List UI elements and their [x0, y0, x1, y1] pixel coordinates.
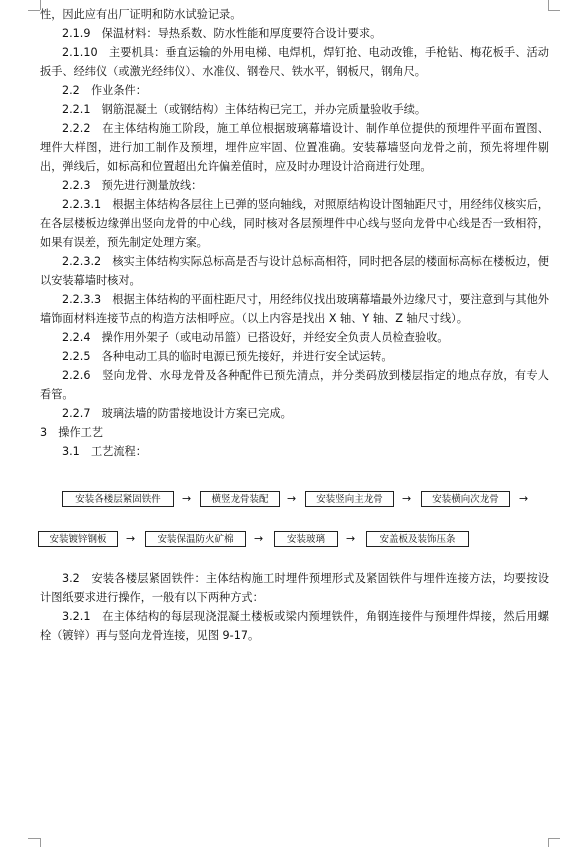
crop-mark-bl-h — [28, 838, 40, 839]
paragraph-3-2: 3.2 安装各楼层紧固铁件：主体结构施工时埋件预埋形式及紧固铁件与埋件连接方法，均要按设计图纸要求进行操作，一般有以下两种方式： — [40, 572, 549, 604]
flow-arrow: → — [126, 532, 136, 545]
flow-arrow: → — [182, 492, 192, 505]
flow-arrow: → — [346, 532, 356, 545]
body-text-lower — [40, 569, 549, 645]
heading-3: 3 操作工艺 — [40, 426, 104, 439]
paragraph-3-2-1: 3.2.1 在主体结构的每层现浇混凝土楼板或梁内预埋铁件，角钢连接件与预埋件焊接，然后用螺栓（镀锌）再与竖向龙骨连接，见图 9-17。 — [40, 610, 549, 642]
heading-3-1: 3.1 工艺流程： — [62, 445, 147, 458]
crop-mark-tl-h — [28, 10, 40, 11]
flow-arrow: → — [254, 532, 264, 545]
paragraph-2-2-3-3: 2.2.3.3 根据主体结构的平面柱距尺寸，用经纬仪找出玻璃幕墙最外边缘尺寸，要注意到与其他外墙饰面材料连接节点的构造方法相呼应。（以上内容是找出 X 轴、Y 轴、Z 轴尺寸线）。 — [40, 293, 549, 325]
crop-mark-bl-v — [40, 838, 41, 847]
heading-2-2: 2.2 作业条件： — [62, 84, 147, 97]
paragraph-2-2-4: 2.2.4 操作用外架子（或电动吊篮）已搭设好，并经安全负责人员检查验收。 — [62, 331, 449, 344]
flow-arrow: → — [402, 492, 412, 505]
paragraph-2-2-2: 2.2.2 在主体结构施工阶段，施工单位根据玻璃幕墙设计、制作单位提供的预埋件平面布置图、埋件大样图，进行加工制作及预埋，埋件应牢固、位置准确。安装幕墙竖向龙骨之前，预先将埋件剔出，弹线后，如标高和位置超出允许偏差值时，应及时办理设计洽商进行处理。 — [40, 122, 549, 173]
flow-arrow: → — [287, 492, 297, 505]
flow-step-7: 安装玻璃 — [274, 531, 338, 547]
flow-step-2: 横竖龙骨装配 — [200, 491, 280, 507]
crop-mark-br-v — [548, 838, 549, 847]
paragraph-2-2-7: 2.2.7 玻璃法墙的防雷接地设计方案已完成。 — [62, 407, 292, 420]
paragraph-2-2-3-2: 2.2.3.2 核实主体结构实际总标高是否与设计总标高相符，同时把各层的楼面标高标在楼板边，便以安装幕墙时核对。 — [40, 255, 549, 287]
flow-step-8: 安盖板及装饰压条 — [366, 531, 469, 547]
flow-step-6: 安装保温防火矿棉 — [145, 531, 246, 547]
crop-mark-tr-h — [548, 10, 560, 11]
paragraph-2-2-1: 2.2.1 钢筋混凝土（或钢结构）主体结构已完工，并办完质量验收手续。 — [62, 103, 427, 116]
paragraph-2-2-3-1: 2.2.3.1 根据主体结构各层往上已弹的竖向轴线，对照原结构设计图轴距尺寸，用经纬仪核实后，在各层楼板边缘弹出竖向龙骨的中心线，同时核对各层预埋件中心线与竖向龙骨中心线是否一致相符，如果有误差，预先制定处理方案。 — [40, 198, 549, 249]
flow-arrow: → — [519, 492, 529, 505]
body-text — [40, 5, 549, 461]
flow-step-4: 安装横向次龙骨 — [421, 491, 510, 507]
paragraph-2-1-9: 2.1.9 保温材料：导热系数、防水性能和厚度要符合设计要求。 — [62, 27, 382, 40]
paragraph-2-2-5: 2.2.5 各种电动工具的临时电源已预先接好，并进行安全试运转。 — [62, 350, 393, 363]
flow-step-3: 安装竖向主龙骨 — [305, 491, 394, 507]
paragraph-2-2-3: 2.2.3 预先进行测量放线： — [62, 179, 203, 192]
flow-step-5: 安装镀锌钢板 — [38, 531, 118, 547]
flow-step-1: 安装各楼层紧固铁件 — [62, 491, 174, 507]
paragraph-cont: 性，因此应有出厂证明和防水试验记录。 — [40, 8, 242, 21]
paragraph-2-1-10: 2.1.10 主要机具：垂直运输的外用电梯、电焊机，焊钉抢、电动改锥，手枪钻、梅花板手、活动扳手、经纬仪（或激光经纬仪）、水准仪、钢卷尺、铁水平，钢板尺，钢角尺。 — [40, 46, 549, 78]
crop-mark-br-h — [548, 838, 560, 839]
paragraph-2-2-6: 2.2.6 竖向龙骨、水母龙骨及各种配件已预先清点，并分类码放到楼层指定的地点存放，有专人看管。 — [40, 369, 549, 401]
